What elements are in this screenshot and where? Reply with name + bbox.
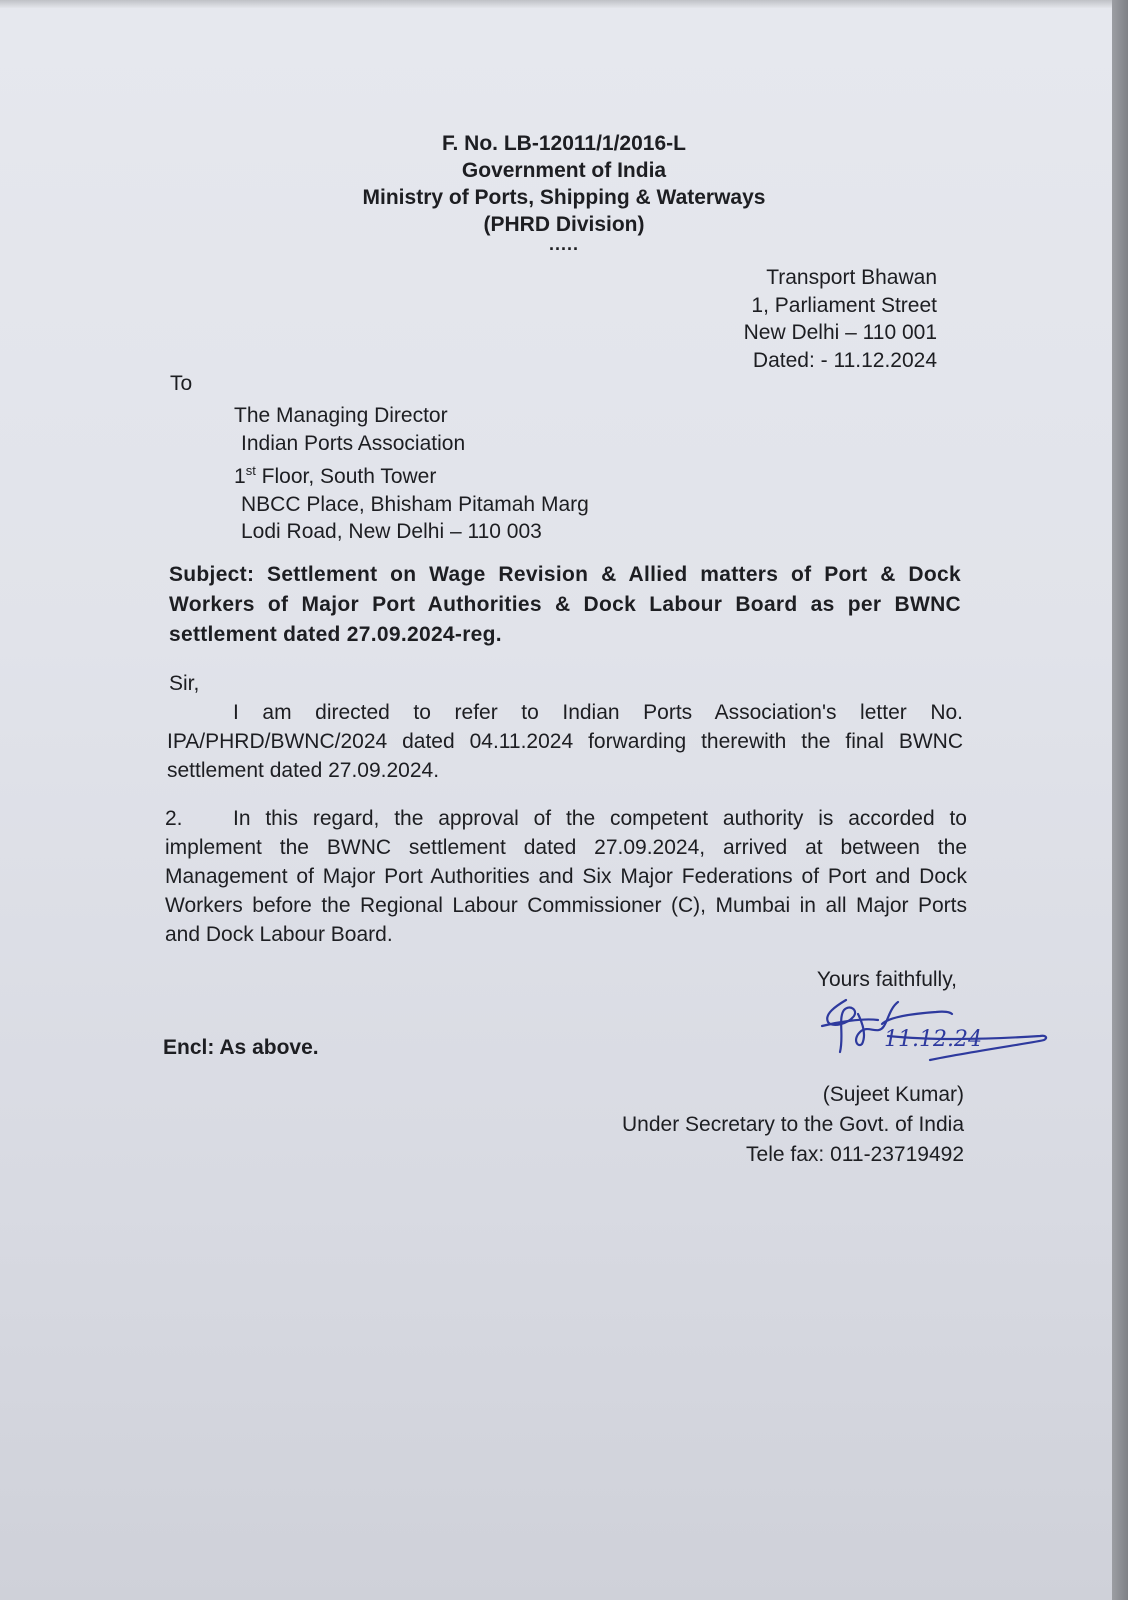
paragraph-2 [165,804,967,949]
signatory-telefax: Tele fax: 011-23719492 [746,1143,964,1166]
address-line-1: Transport Bhawan [766,266,937,289]
signatory-name: (Sujeet Kumar) [822,1083,964,1106]
closing-line: Yours faithfully, [816,968,957,991]
page-top-edge [0,0,1112,8]
floor-rest: Floor, South Tower [255,465,437,488]
address-line-3: New Delhi – 110 001 [743,321,937,344]
ministry-line: Ministry of Ports, Shipping & Waterways [362,186,766,209]
government-line: Government of India [461,159,667,182]
salutation: Sir, [169,672,200,695]
recipient-address [234,402,589,546]
recipient-line-4: NBCC Place, Bhisham Pitamah Marg [241,492,589,516]
enclosure-note: Encl: As above. [163,1036,319,1059]
to-label: To [170,372,193,395]
signatory-designation: Under Secretary to the Govt. of India [621,1113,964,1136]
subject-line: Subject: Settlement on Wage Revision & Allied matters of Port & Dock Workers of Major Port Authorities & Dock Labour Board as per BWNC settlement dated 27.09.2024-reg. [169,563,961,646]
recipient-line-2: Indian Ports Association [241,431,466,455]
recipient-line-1: The Managing Director [234,404,448,427]
letter-heading [0,130,1128,254]
address-line-2: 1, Parliament Street [751,293,937,317]
signatory-block [622,1080,964,1170]
signature-date: 11.12.24 [884,1027,982,1052]
recipient-line-5: Lodi Road, New Delhi – 110 003 [241,520,542,543]
letter-date: Dated: - 11.12.2024 [752,348,937,372]
signature-mark [818,996,1068,1086]
paragraph-1-text: I am directed to refer to Indian Ports Association's letter No. IPA/PHRD/BWNC/2024 dated 04.11.2024 forwarding therewith the final BWNC settlement dated 27.09.2024. [167,701,963,782]
file-number: F. No. LB-12011/1/2016-L [442,132,686,155]
heading-separator: ..... [548,234,579,254]
paragraph-1 [167,698,963,785]
floor-number: 1 [234,465,246,488]
floor-suffix: st [245,463,256,478]
paragraph-2-number: 2. [165,807,183,830]
recipient-line-3 [234,457,589,491]
paragraph-2-text: In this regard, the approval of the competent authority is accorded to implement the BWNC settlement dated 27.09.2024, arrived at between the Management of Major Port Authorities and Six Major Federations of Port and Dock Workers before the Regional Labour Commissioner (C), Mumbai in all Major Ports and Dock Labour Board. [165,807,967,946]
sender-address [744,264,937,374]
page-right-edge [1112,0,1128,1600]
division-line: (PHRD Division) [483,213,645,236]
